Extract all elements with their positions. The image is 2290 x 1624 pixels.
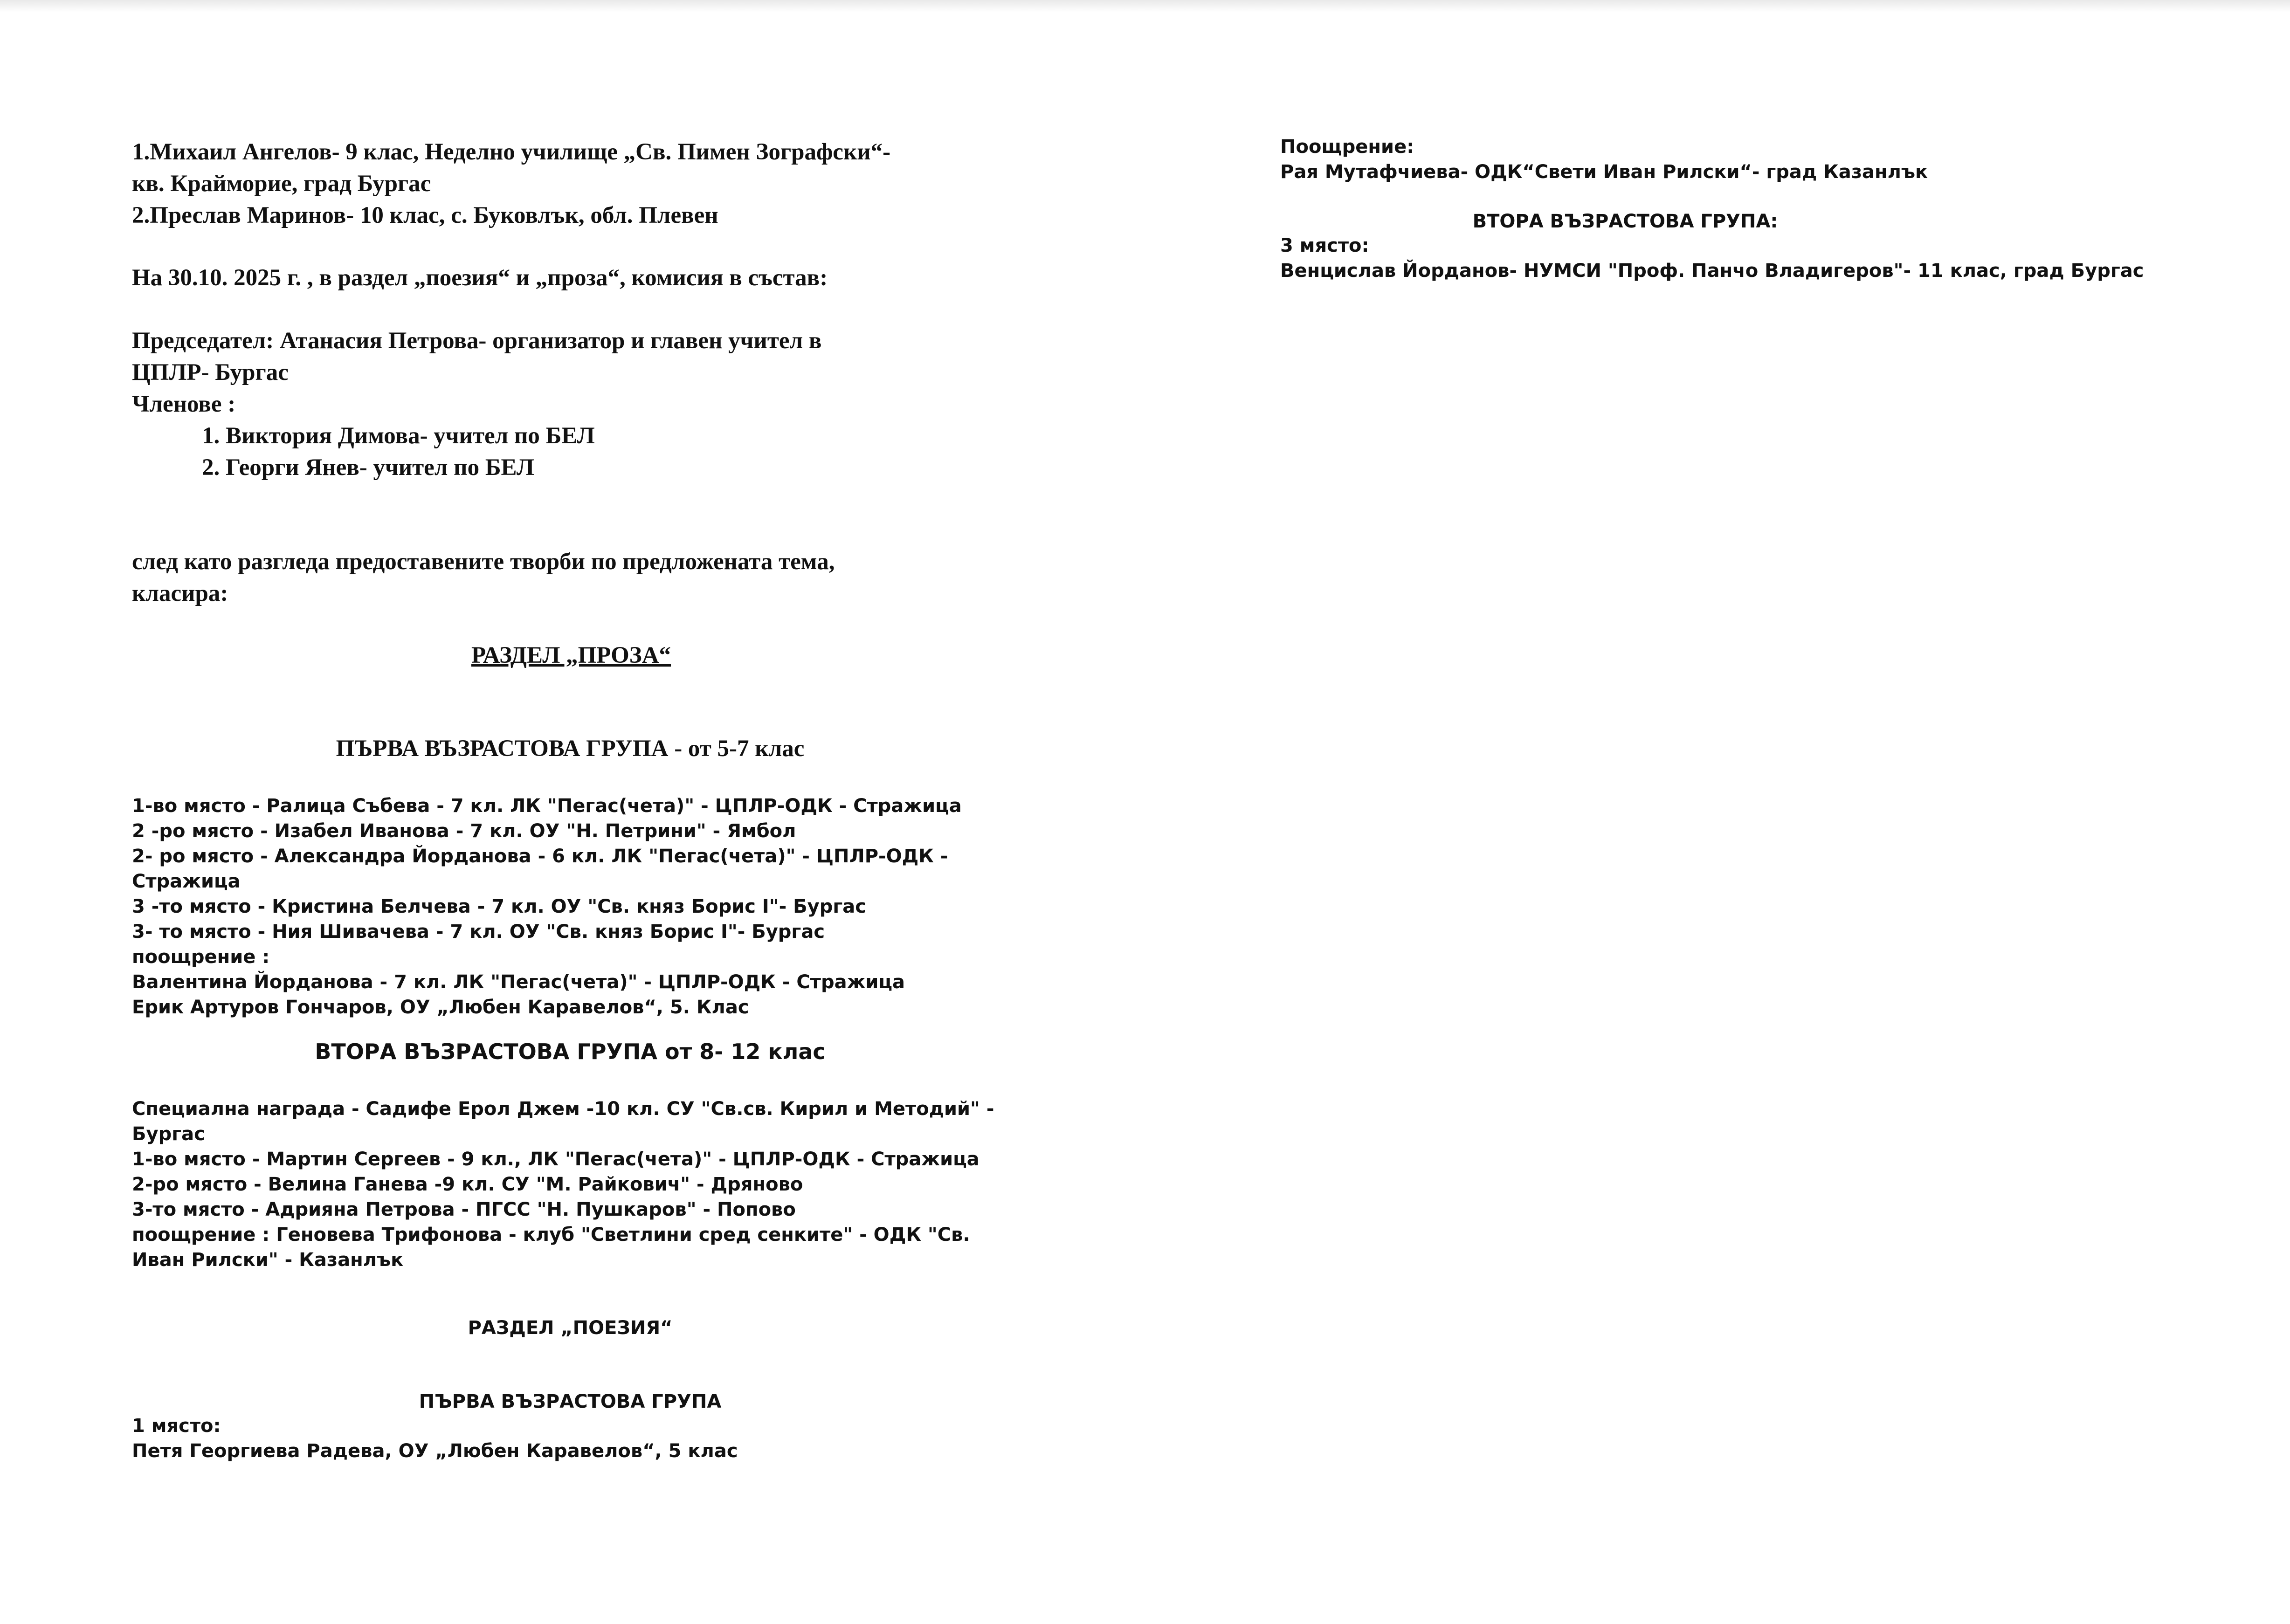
list-item: Валентина Йорданова - 7 кл. ЛК "Пегас(чета)" - ЦПЛР-ОДК - Стражица: [132, 971, 905, 993]
list-item: 1 място:: [132, 1415, 221, 1437]
right-page: [1145, 0, 2290, 1624]
list-item: Бургас: [132, 1123, 205, 1145]
jury-members-list: [132, 136, 1008, 231]
list-item: Стражица: [132, 871, 241, 892]
list-item: Иван Рилски" - Казанлък: [132, 1249, 404, 1271]
ranking-intro-line: след като разгледа предоставените творби по предложената тема,: [132, 549, 835, 575]
prose-group2-list: [132, 1096, 1008, 1273]
ranking-intro: [132, 546, 1008, 609]
poetry-section-title: РАЗДЕЛ „ПОЕЗИЯ“: [468, 1317, 673, 1339]
commission-member: 2. Георги Янев- учител по БЕЛ: [202, 454, 534, 481]
list-item: поощрение :: [132, 946, 270, 968]
list-item: 2- ро място - Александра Йорданова - 6 кл. ЛК "Пегас(чета)" - ЦПЛР-ОДК -: [132, 846, 948, 867]
list-item: 3 -то място - Кристина Белчева - 7 кл. ОУ "Св. княз Борис I"- Бургас: [132, 896, 866, 917]
list-item: Специална награда - Садифе Ерол Джем -10 кл. СУ "Св.св. Кирил и Методий" -: [132, 1098, 994, 1120]
list-item: Петя Георгиева Радева, ОУ „Любен Каравелов“, 5 клас: [132, 1440, 738, 1462]
poetry-group1-list: [132, 1413, 1008, 1464]
list-item: 2-ро място - Велина Ганева -9 кл. СУ "М. Райкович" - Дряново: [132, 1174, 803, 1195]
list-item: 3- то място - Ния Шивачева - 7 кл. ОУ "Св. княз Борис I"- Бургас: [132, 921, 825, 943]
commission-members-label: Членове :: [132, 391, 236, 417]
jury-line: кв. Крайморие, град Бургас: [132, 171, 431, 197]
prose-group2-title: ВТОРА ВЪЗРАСТОВА ГРУПА от 8- 12 клас: [315, 1039, 826, 1064]
commission-block: [132, 325, 1008, 483]
list-item: 1-во място - Мартин Сергеев - 9 кл., ЛК "Пегас(чета)" - ЦПЛР-ОДК - Стражица: [132, 1149, 979, 1170]
list-item: поощрение : Геновева Трифонова - клуб "Светлини сред сенките" - ОДК "Св.: [132, 1224, 970, 1246]
list-item: 1-во място - Ралица Събева - 7 кл. ЛК "Пегас(чета)" - ЦПЛР-ОДК - Стражица: [132, 795, 962, 817]
list-item: 3-то място - Адрияна Петрова - ПГСС "Н. Пушкаров" - Попово: [132, 1199, 796, 1220]
prose-group1-list: [132, 793, 1008, 1020]
encouragement-block: [1280, 134, 2166, 185]
ranking-intro-line: класира:: [132, 580, 228, 606]
poetry-group1-title: ПЪРВА ВЪЗРАСТОВА ГРУПА: [419, 1391, 722, 1412]
list-item: Ерик Артуров Гончаров, ОУ „Любен Каравелов“, 5. Клас: [132, 997, 749, 1018]
commission-member: 1. Виктория Димова- учител по БЕЛ: [202, 423, 595, 449]
list-item: Поощрение:: [1280, 136, 1414, 158]
list-item: Рая Мутафчиева- ОДК“Свети Иван Рилски“- град Казанлък: [1280, 161, 1928, 183]
poetry-group2-title: ВТОРА ВЪЗРАСТОВА ГРУПА:: [1472, 211, 1778, 232]
jury-line: 2.Преслав Маринов- 10 клас, с. Буковлък, обл. Плевен: [132, 202, 718, 228]
list-item: 2 -ро място - Изабел Иванова - 7 кл. ОУ "Н. Петрини" - Ямбол: [132, 820, 796, 842]
meeting-line: На 30.10. 2025 г. , в раздел „поезия“ и „проза“, комисия в състав:: [132, 265, 828, 291]
commission-chair-cont: ЦПЛР- Бургас: [132, 359, 289, 385]
prose-group1-title: ПЪРВА ВЪЗРАСТОВА ГРУПА - от 5-7 клас: [336, 736, 805, 762]
prose-section-title: РАЗДЕЛ „ПРОЗА“: [471, 642, 671, 668]
list-item: Венцислав Йорданов- НУМСИ "Проф. Панчо Владигеров"- 11 клас, град Бургас: [1280, 260, 2144, 282]
commission-chair: Председател: Атанасия Петрова- организатор и главен учител в: [132, 328, 822, 354]
jury-line: 1.Михаил Ангелов- 9 клас, Неделно училище „Св. Пимен Зографски“-: [132, 139, 891, 165]
poetry-group2-list: [1280, 233, 2166, 283]
list-item: 3 място:: [1280, 235, 1369, 256]
